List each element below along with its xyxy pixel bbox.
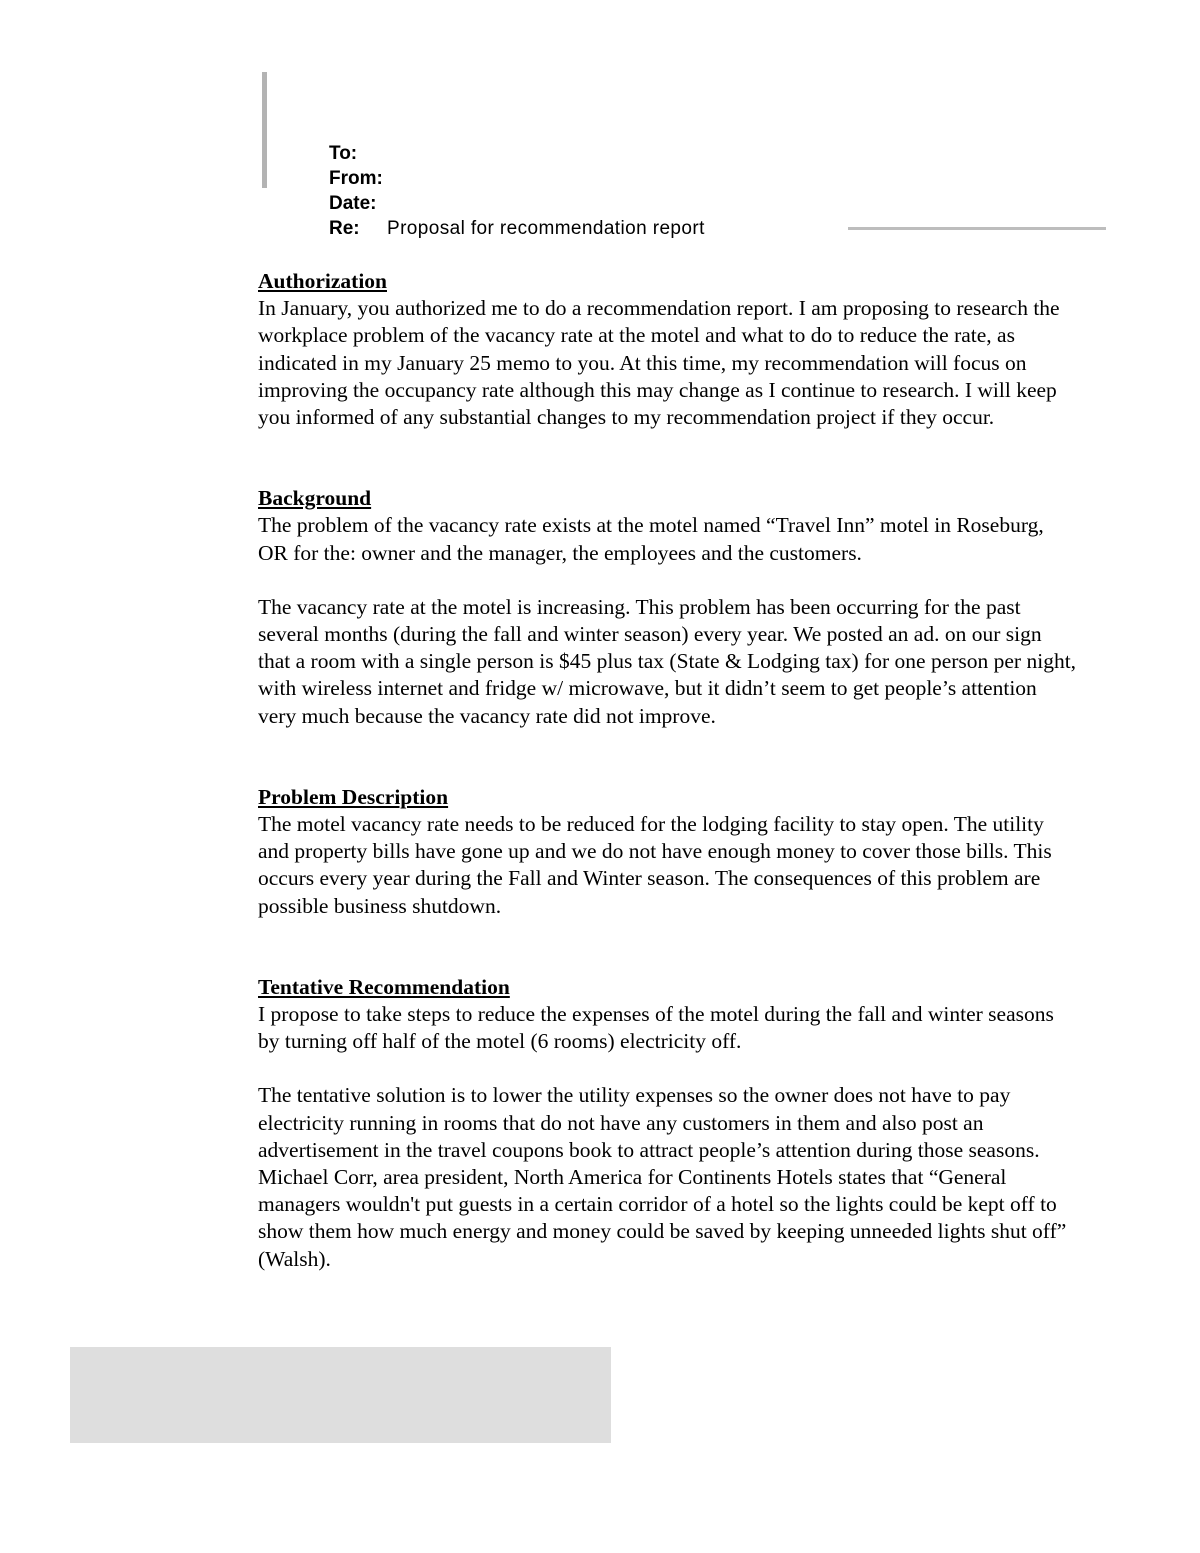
problem-paragraph: The motel vacancy rate needs to be reduced for the lodging facility to stay open. The utility and property bills have gone up and we do not have enough money to cover those bills. This occurs every year during the Fall and Winter season. The consequences of this problem are possible business shutdown. xyxy=(258,812,1052,918)
memo-date-row xyxy=(329,191,705,216)
problem-heading: Problem Description xyxy=(258,784,449,809)
background-heading: Background xyxy=(258,486,372,511)
recommendation-paragraph-2: The tentative solution is to lower the utility expenses so the owner does not have to pay electricity running in rooms that do not have any customers in them and also post an advertisement in the travel coupons book to attract people’s attention during those seasons. Michael Corr, area president, North America for Continents Hotels states that “General managers wouldn't put guests in a certain corridor of a hotel so the lights could be kept off to show them how much energy and money could be saved by keeping unneeded lights shut off” (Walsh). xyxy=(258,1083,1067,1271)
memo-date-label: Date: xyxy=(329,193,377,214)
memo-subject: Proposal for recommendation report xyxy=(387,218,705,239)
footer-shaded-box xyxy=(70,1347,611,1443)
memo-to-label: To: xyxy=(329,143,358,164)
background-paragraph-1: The problem of the vacancy rate exists at the motel named “Travel Inn” motel in Roseburg, OR for the: owner and the manager, the employees and the customers. xyxy=(258,513,1044,565)
memo-re-row xyxy=(329,216,705,241)
recommendation-heading: Tentative Recommendation xyxy=(258,974,510,999)
section-spacer xyxy=(258,920,1078,974)
memo-from-row xyxy=(329,166,705,191)
recommendation-paragraph-1: I propose to take steps to reduce the expenses of the motel during the fall and winter seasons by turning off half of the motel (6 rooms) electricity off. xyxy=(258,1002,1054,1054)
memo-body xyxy=(258,268,1078,1273)
paragraph-spacer xyxy=(258,567,1078,594)
paragraph-spacer xyxy=(258,1055,1078,1082)
section-spacer xyxy=(258,730,1078,784)
authorization-paragraph: In January, you authorized me to do a recommendation report. I am proposing to research the workplace problem of the vacancy rate at the motel and what to do to reduce the rate, as indicated in my January 25 memo to you. At this time, my recommendation will focus on improving the occupancy rate although this may change as I continue to research. I will keep you informed of any substantial changes to my recommendation project if they occur. xyxy=(258,296,1060,430)
memo-re-label: Re: xyxy=(329,218,360,239)
authorization-heading: Authorization xyxy=(258,269,387,293)
background-paragraph-2: The vacancy rate at the motel is increasing. This problem has been occurring for the past several months (during the fall and winter season) every year. We posted an ad. on our sign that a room with a single person is $45 plus tax (State & Lodging tax) for one person per night, with wireless internet and fridge w/ microwave, but it didn’t seem to get people’s attention very much because the vacancy rate did not improve. xyxy=(258,594,1077,728)
header-rule xyxy=(848,227,1106,230)
header-accent-bar xyxy=(262,72,267,188)
memo-from-label: From: xyxy=(329,168,383,189)
memo-header xyxy=(329,141,705,241)
memo-to-row xyxy=(329,141,705,166)
section-spacer xyxy=(258,431,1078,485)
